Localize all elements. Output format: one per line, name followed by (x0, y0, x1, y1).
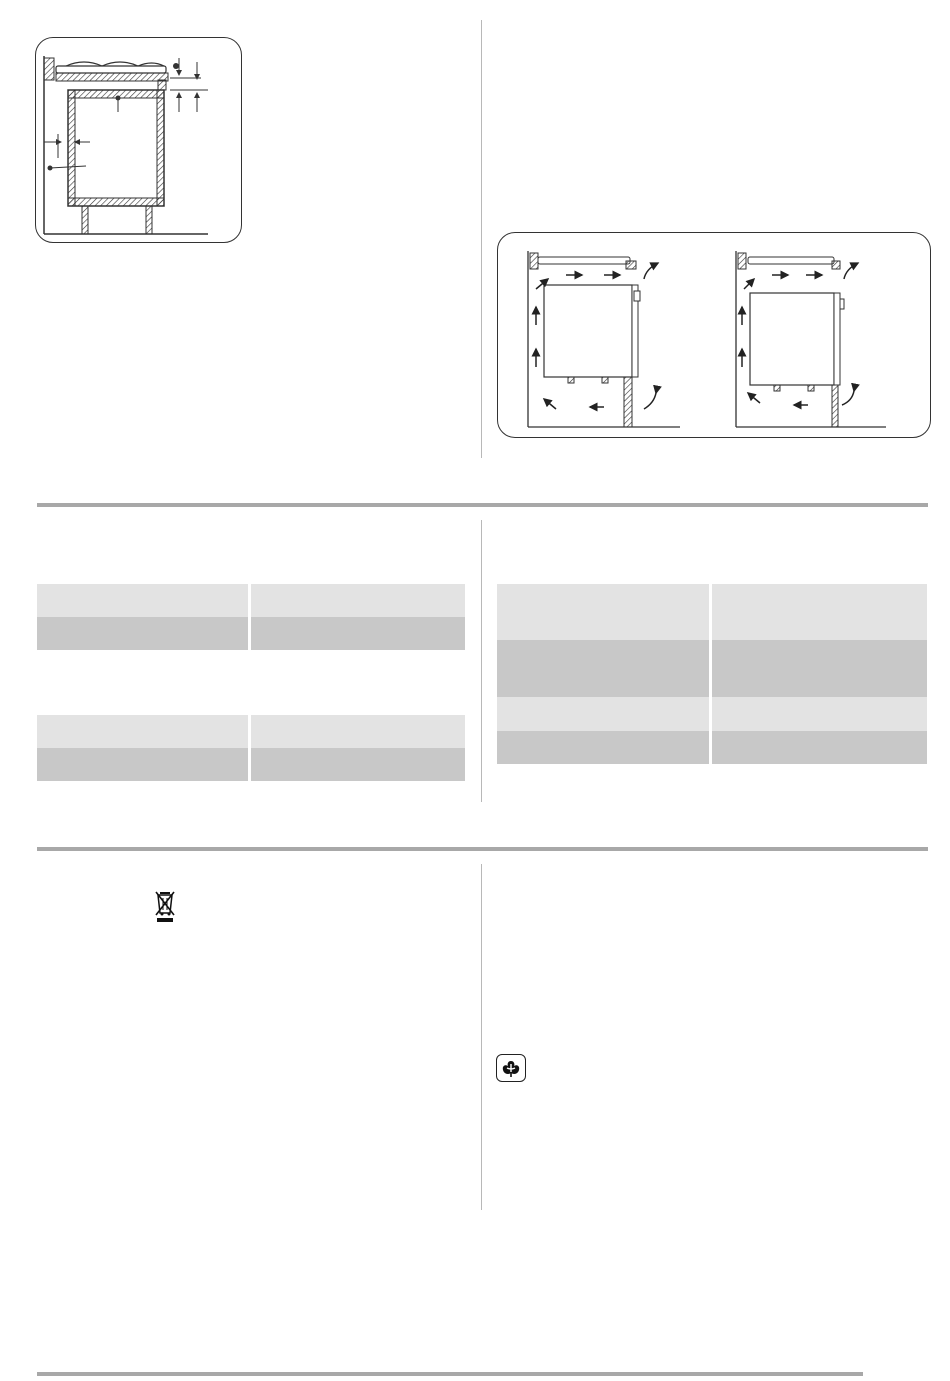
spec-table-right (497, 584, 927, 764)
table-cell (497, 697, 712, 731)
table-cell (251, 617, 465, 650)
table-cell (712, 584, 927, 640)
hob-cabinet-clearance-diagram-icon (36, 38, 241, 242)
ventilation-diagram (497, 232, 931, 438)
table-cell (251, 748, 465, 781)
hob-cabinet-diagram (35, 37, 242, 243)
oven-ventilation-airflow-diagram-icon (498, 233, 930, 437)
environment-flower-icon (496, 1054, 526, 1082)
table-row (497, 584, 927, 640)
table-row (37, 748, 465, 781)
crossed-out-wheelie-bin-icon (154, 889, 176, 923)
table-row (497, 697, 927, 731)
table-cell (712, 640, 927, 697)
table-cell (497, 640, 712, 697)
table-cell (37, 584, 251, 617)
spec-table-left-top (37, 584, 465, 650)
table-cell (497, 731, 712, 764)
table-row (497, 731, 927, 764)
table-cell (712, 697, 927, 731)
spec-table-left-bottom (37, 715, 465, 781)
section-rule-1 (37, 503, 928, 507)
table-cell (712, 731, 927, 764)
footer-rule (37, 1372, 863, 1376)
table-cell (37, 617, 251, 650)
table-cell (37, 748, 251, 781)
table-row (37, 617, 465, 650)
table-row (37, 715, 465, 748)
section-rule-2 (37, 847, 928, 851)
table-row (37, 584, 465, 617)
table-cell (37, 715, 251, 748)
table-cell (251, 715, 465, 748)
table-cell (251, 584, 465, 617)
column-divider-top (481, 20, 482, 458)
table-cell (497, 584, 712, 640)
column-divider-bottom (481, 864, 482, 1210)
column-divider-middle (481, 520, 482, 802)
table-row (497, 640, 927, 697)
